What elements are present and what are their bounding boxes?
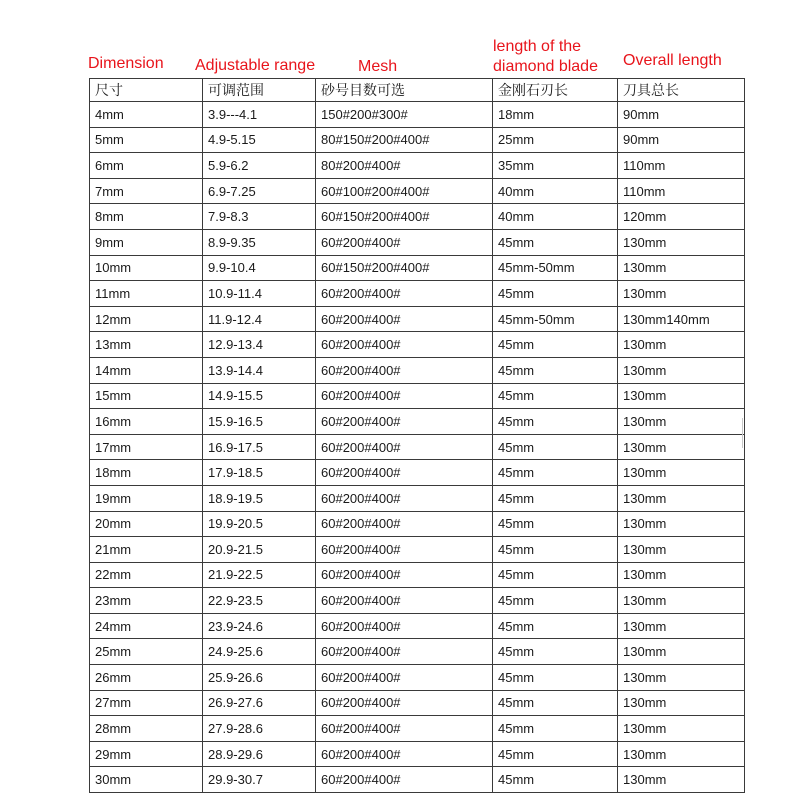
cell-dimension: 17mm	[90, 434, 203, 460]
cell-dimension: 22mm	[90, 562, 203, 588]
cell-blade-length: 45mm-50mm	[493, 306, 618, 332]
cell-blade-length: 40mm	[493, 178, 618, 204]
cell-blade-length: 45mm	[493, 665, 618, 691]
cell-blade-length: 45mm	[493, 281, 618, 307]
cell-mesh: 60#200#400#	[316, 485, 493, 511]
cell-adjustable-range: 17.9-18.5	[203, 460, 316, 486]
table-row	[90, 102, 745, 128]
column-header-size: 尺寸	[90, 79, 203, 102]
cell-overall-length: 130mm	[618, 409, 745, 435]
table-row	[90, 485, 745, 511]
cell-mesh: 60#200#400#	[316, 613, 493, 639]
cell-dimension: 4mm	[90, 102, 203, 128]
cell-adjustable-range: 8.9-9.35	[203, 229, 316, 255]
header-blade-length: length of the diamond blade	[493, 38, 598, 75]
cell-mesh: 60#200#400#	[316, 588, 493, 614]
table-header-row	[90, 79, 745, 102]
column-header-range: 可调范围	[203, 79, 316, 102]
cell-adjustable-range: 19.9-20.5	[203, 511, 316, 537]
cell-overall-length: 130mm	[618, 588, 745, 614]
table-row	[90, 741, 745, 767]
cell-mesh: 60#200#400#	[316, 690, 493, 716]
cell-mesh: 60#200#400#	[316, 741, 493, 767]
cell-mesh: 60#200#400#	[316, 306, 493, 332]
cell-blade-length: 45mm	[493, 562, 618, 588]
cell-mesh: 60#200#400#	[316, 562, 493, 588]
cell-overall-length: 130mm	[618, 741, 745, 767]
cell-adjustable-range: 28.9-29.6	[203, 741, 316, 767]
cell-adjustable-range: 18.9-19.5	[203, 485, 316, 511]
cell-overall-length: 110mm	[618, 178, 745, 204]
cell-overall-length: 120mm	[618, 204, 745, 230]
table-row	[90, 332, 745, 358]
header-dimension: Dimension	[88, 55, 164, 72]
cell-adjustable-range: 3.9---4.1	[203, 102, 316, 128]
cell-dimension: 30mm	[90, 767, 203, 793]
cell-dimension: 8mm	[90, 204, 203, 230]
cell-dimension: 14mm	[90, 357, 203, 383]
cell-blade-length: 45mm	[493, 511, 618, 537]
cell-mesh: 60#200#400#	[316, 434, 493, 460]
cell-blade-length: 45mm-50mm	[493, 255, 618, 281]
cell-mesh: 60#200#400#	[316, 716, 493, 742]
cell-blade-length: 45mm	[493, 460, 618, 486]
table-row	[90, 383, 745, 409]
edge-divider	[742, 418, 743, 448]
cell-overall-length: 130mm	[618, 281, 745, 307]
cell-mesh: 60#200#400#	[316, 665, 493, 691]
column-header-mesh: 砂号目数可选	[316, 79, 493, 102]
cell-dimension: 11mm	[90, 281, 203, 307]
table-row	[90, 357, 745, 383]
cell-adjustable-range: 5.9-6.2	[203, 153, 316, 179]
cell-blade-length: 45mm	[493, 332, 618, 358]
table-row	[90, 460, 745, 486]
cell-dimension: 23mm	[90, 588, 203, 614]
spec-table-body	[90, 79, 745, 793]
cell-mesh: 60#200#400#	[316, 460, 493, 486]
cell-overall-length: 90mm	[618, 127, 745, 153]
cell-mesh: 60#200#400#	[316, 383, 493, 409]
table-row	[90, 690, 745, 716]
cell-blade-length: 18mm	[493, 102, 618, 128]
table-row	[90, 127, 745, 153]
cell-overall-length: 130mm	[618, 613, 745, 639]
cell-blade-length: 45mm	[493, 716, 618, 742]
cell-adjustable-range: 20.9-21.5	[203, 537, 316, 563]
cell-mesh: 60#200#400#	[316, 357, 493, 383]
cell-overall-length: 130mm	[618, 716, 745, 742]
cell-overall-length: 130mm	[618, 537, 745, 563]
cell-mesh: 60#200#400#	[316, 511, 493, 537]
table-row	[90, 255, 745, 281]
cell-overall-length: 130mm	[618, 229, 745, 255]
cell-mesh: 60#200#400#	[316, 332, 493, 358]
cell-blade-length: 45mm	[493, 767, 618, 793]
table-row	[90, 767, 745, 793]
cell-mesh: 60#200#400#	[316, 229, 493, 255]
cell-blade-length: 25mm	[493, 127, 618, 153]
cell-mesh: 60#200#400#	[316, 639, 493, 665]
cell-overall-length: 130mm	[618, 639, 745, 665]
cell-dimension: 27mm	[90, 690, 203, 716]
cell-overall-length: 130mm	[618, 460, 745, 486]
cell-adjustable-range: 11.9-12.4	[203, 306, 316, 332]
cell-mesh: 60#200#400#	[316, 767, 493, 793]
cell-overall-length: 130mm	[618, 665, 745, 691]
table-row	[90, 665, 745, 691]
cell-adjustable-range: 21.9-22.5	[203, 562, 316, 588]
cell-dimension: 29mm	[90, 741, 203, 767]
cell-overall-length: 110mm	[618, 153, 745, 179]
cell-dimension: 26mm	[90, 665, 203, 691]
cell-mesh: 60#200#400#	[316, 281, 493, 307]
cell-adjustable-range: 12.9-13.4	[203, 332, 316, 358]
cell-dimension: 5mm	[90, 127, 203, 153]
cell-dimension: 7mm	[90, 178, 203, 204]
cell-dimension: 19mm	[90, 485, 203, 511]
cell-adjustable-range: 7.9-8.3	[203, 204, 316, 230]
table-row	[90, 537, 745, 563]
cell-dimension: 21mm	[90, 537, 203, 563]
cell-dimension: 25mm	[90, 639, 203, 665]
cell-dimension: 15mm	[90, 383, 203, 409]
cell-adjustable-range: 14.9-15.5	[203, 383, 316, 409]
cell-overall-length: 130mm	[618, 332, 745, 358]
cell-overall-length: 130mm140mm	[618, 306, 745, 332]
table-row	[90, 306, 745, 332]
cell-blade-length: 45mm	[493, 383, 618, 409]
cell-adjustable-range: 6.9-7.25	[203, 178, 316, 204]
table-row	[90, 562, 745, 588]
cell-dimension: 28mm	[90, 716, 203, 742]
cell-mesh: 60#100#200#400#	[316, 178, 493, 204]
cell-mesh: 60#150#200#400#	[316, 204, 493, 230]
cell-adjustable-range: 23.9-24.6	[203, 613, 316, 639]
cell-blade-length: 45mm	[493, 741, 618, 767]
cell-overall-length: 130mm	[618, 357, 745, 383]
cell-adjustable-range: 26.9-27.6	[203, 690, 316, 716]
cell-blade-length: 45mm	[493, 229, 618, 255]
cell-dimension: 24mm	[90, 613, 203, 639]
column-header-total-length: 刀具总长	[618, 79, 745, 102]
cell-blade-length: 45mm	[493, 357, 618, 383]
cell-overall-length: 130mm	[618, 255, 745, 281]
cell-mesh: 80#150#200#400#	[316, 127, 493, 153]
cell-overall-length: 130mm	[618, 562, 745, 588]
cell-overall-length: 130mm	[618, 767, 745, 793]
table-row	[90, 178, 745, 204]
cell-adjustable-range: 9.9-10.4	[203, 255, 316, 281]
cell-blade-length: 45mm	[493, 639, 618, 665]
cell-overall-length: 130mm	[618, 434, 745, 460]
table-row	[90, 613, 745, 639]
table-row	[90, 153, 745, 179]
cell-adjustable-range: 4.9-5.15	[203, 127, 316, 153]
cell-dimension: 6mm	[90, 153, 203, 179]
cell-overall-length: 130mm	[618, 485, 745, 511]
cell-adjustable-range: 15.9-16.5	[203, 409, 316, 435]
cell-mesh: 80#200#400#	[316, 153, 493, 179]
table-row	[90, 204, 745, 230]
header-overall-length: Overall length	[623, 52, 722, 69]
header-mesh: Mesh	[358, 58, 398, 75]
cell-mesh: 60#200#400#	[316, 409, 493, 435]
cell-dimension: 16mm	[90, 409, 203, 435]
cell-dimension: 18mm	[90, 460, 203, 486]
cell-dimension: 9mm	[90, 229, 203, 255]
cell-blade-length: 45mm	[493, 409, 618, 435]
cell-blade-length: 45mm	[493, 485, 618, 511]
table-row	[90, 229, 745, 255]
table-row	[90, 511, 745, 537]
table-row	[90, 716, 745, 742]
cell-adjustable-range: 27.9-28.6	[203, 716, 316, 742]
cell-blade-length: 45mm	[493, 434, 618, 460]
cell-dimension: 20mm	[90, 511, 203, 537]
table-row	[90, 588, 745, 614]
cell-dimension: 12mm	[90, 306, 203, 332]
header-adjustable-range: Adjustable range	[195, 57, 316, 74]
cell-dimension: 10mm	[90, 255, 203, 281]
column-header-blade-length: 金刚石刃长	[493, 79, 618, 102]
spec-table	[89, 78, 745, 793]
cell-overall-length: 130mm	[618, 383, 745, 409]
cell-overall-length: 130mm	[618, 690, 745, 716]
cell-blade-length: 45mm	[493, 588, 618, 614]
cell-blade-length: 35mm	[493, 153, 618, 179]
cell-blade-length: 45mm	[493, 613, 618, 639]
table-row	[90, 409, 745, 435]
cell-adjustable-range: 25.9-26.6	[203, 665, 316, 691]
cell-mesh: 60#200#400#	[316, 537, 493, 563]
cell-blade-length: 40mm	[493, 204, 618, 230]
cell-adjustable-range: 22.9-23.5	[203, 588, 316, 614]
cell-dimension: 13mm	[90, 332, 203, 358]
table-row	[90, 434, 745, 460]
cell-blade-length: 45mm	[493, 537, 618, 563]
cell-mesh: 60#150#200#400#	[316, 255, 493, 281]
cell-overall-length: 130mm	[618, 511, 745, 537]
table-row	[90, 639, 745, 665]
cell-adjustable-range: 13.9-14.4	[203, 357, 316, 383]
cell-adjustable-range: 29.9-30.7	[203, 767, 316, 793]
cell-adjustable-range: 24.9-25.6	[203, 639, 316, 665]
cell-blade-length: 45mm	[493, 690, 618, 716]
cell-adjustable-range: 16.9-17.5	[203, 434, 316, 460]
cell-adjustable-range: 10.9-11.4	[203, 281, 316, 307]
cell-overall-length: 90mm	[618, 102, 745, 128]
table-row	[90, 281, 745, 307]
cell-mesh: 150#200#300#	[316, 102, 493, 128]
